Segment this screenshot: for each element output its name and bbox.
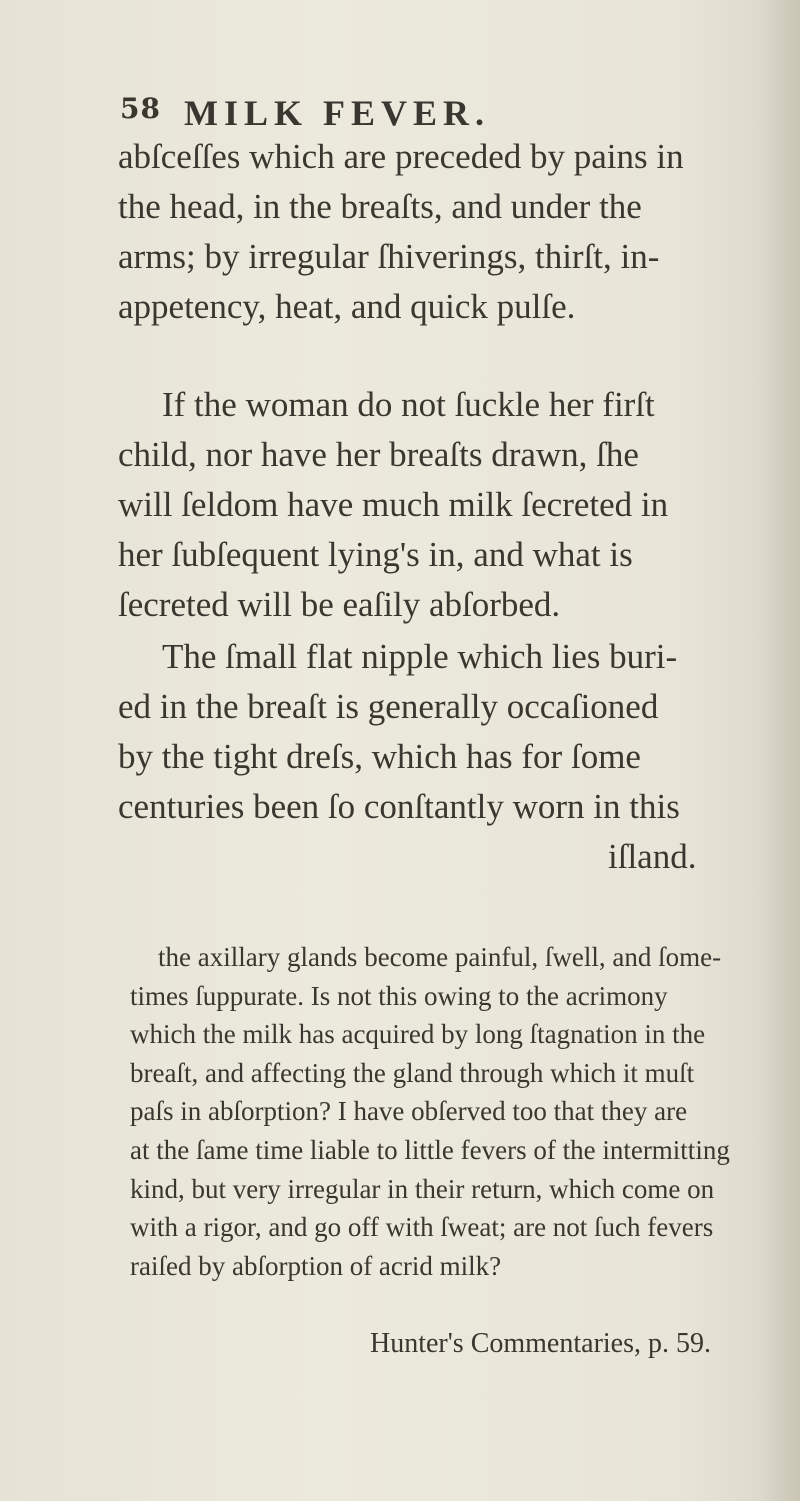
text-line: ed in the breaſt is generally occaſioned	[118, 687, 659, 726]
footnote-line: with a rigor, and go off with ſweat; are not ſuch fevers	[130, 1212, 714, 1243]
footnote-line: the axillary glands become painful, ſwell, and ſome-	[158, 942, 722, 972]
footnote-line: kind, but very irregular in their return, which come on	[130, 1173, 715, 1204]
paragraph-2	[118, 380, 768, 630]
text-line: centuries been ſo conſtantly worn in this	[118, 787, 680, 826]
text-line: appetency, heat, and quick pulſe.	[118, 287, 576, 326]
footnote-line: breaſt, and affecting the gland through which it muſt	[130, 1057, 695, 1088]
text-line: If the woman do not ſuckle her firſt	[162, 385, 655, 424]
footnote-line: times ſuppurate. Is not this owing to the acrimony	[130, 980, 668, 1011]
text-line: The ſmall flat nipple which lies buri-	[162, 637, 678, 676]
footnote-line: raiſed by abſorption of acrid milk?	[130, 1250, 502, 1281]
text-line: by the tight dreſs, which has for ſome	[118, 737, 641, 776]
footnote	[130, 938, 770, 1285]
running-title: MILK FEVER.	[184, 93, 491, 133]
text-line: arms; by irregular ſhiverings, thirſt, in-	[118, 237, 660, 276]
footnote-line: which the milk has acquired by long ſtagnation in the	[130, 1019, 706, 1050]
text-line: iſland.	[608, 837, 697, 876]
footnote-line: paſs in abſorption? I have obſerved too that they are	[130, 1096, 688, 1127]
text-line: abſceſſes which are preceded by pains in	[118, 137, 684, 176]
paragraph-3	[118, 632, 768, 882]
text-line: the head, in the breaſts, and under the	[118, 187, 642, 226]
paragraph-1	[118, 132, 768, 332]
text-line: child, nor have her breaſts drawn, ſhe	[118, 435, 639, 474]
text-line: will ſeldom have much milk ſecreted in	[118, 485, 669, 524]
footnote-citation: Hunter's Commentaries, p. 59.	[370, 1328, 711, 1359]
page-number: 58	[120, 92, 161, 125]
footnote-line: at the ſame time liable to little fevers of the intermitting	[130, 1134, 730, 1165]
text-line: ſecreted will be eaſily abſorbed.	[118, 585, 561, 624]
text-line: her ſubſequent lying's in, and what is	[118, 535, 633, 574]
